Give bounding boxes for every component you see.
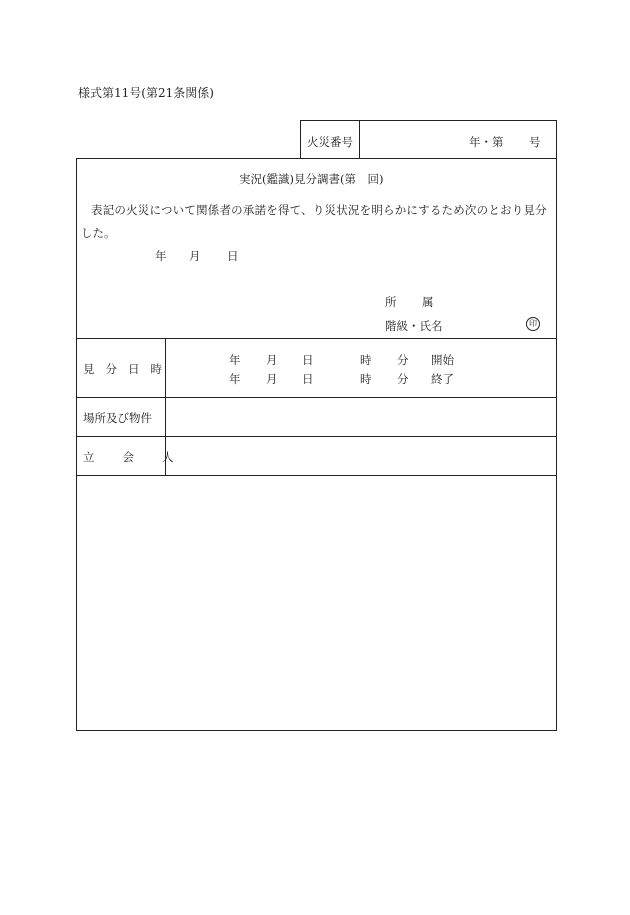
form-title: 実況(鑑識)見分調書(第 回)	[239, 172, 384, 186]
location-label: 場所及び物件	[83, 411, 152, 425]
rank-name-label: 階級・氏名	[385, 319, 443, 333]
start-day: 日	[302, 353, 314, 367]
date-year: 年	[155, 249, 167, 263]
date-day: 日	[227, 249, 239, 263]
start-year: 年	[229, 353, 241, 367]
end-hour: 時	[360, 372, 372, 386]
witness-label: 立会人	[83, 450, 202, 464]
fire-number-label: 火災番号	[307, 135, 353, 149]
date-month: 月	[189, 249, 201, 263]
start-hour: 時	[360, 353, 372, 367]
end-month: 月	[266, 372, 278, 386]
fire-number-divider	[359, 121, 360, 158]
end-year: 年	[229, 372, 241, 386]
inspection-record-form	[76, 158, 557, 731]
affiliation-label-b: 属	[422, 295, 434, 309]
inspection-datetime-label: 見分日時	[83, 362, 173, 376]
end-day: 日	[302, 372, 314, 386]
start-status: 開始	[431, 353, 454, 367]
divider-witness	[77, 475, 556, 476]
fire-number-box	[300, 120, 557, 158]
start-month: 月	[266, 353, 278, 367]
end-minute: 分	[397, 372, 409, 386]
affiliation-label-a: 所	[385, 295, 397, 309]
start-minute: 分	[397, 353, 409, 367]
divider-signature	[77, 338, 556, 339]
fire-number-year-no: 年・第	[469, 135, 504, 149]
form-id: 様式第11号(第21条関係)	[78, 86, 214, 100]
fire-number-go: 号	[529, 135, 541, 149]
end-status: 終了	[431, 372, 454, 386]
body-text-line-1: 表記の火災について関係者の承諾を得て、り災状況を明らかにするため次のとおり見分	[91, 203, 547, 217]
body-text-line-2: した。	[81, 226, 116, 240]
divider-datetime	[77, 397, 556, 398]
seal-mark: 印	[526, 317, 540, 331]
divider-location	[77, 436, 556, 437]
